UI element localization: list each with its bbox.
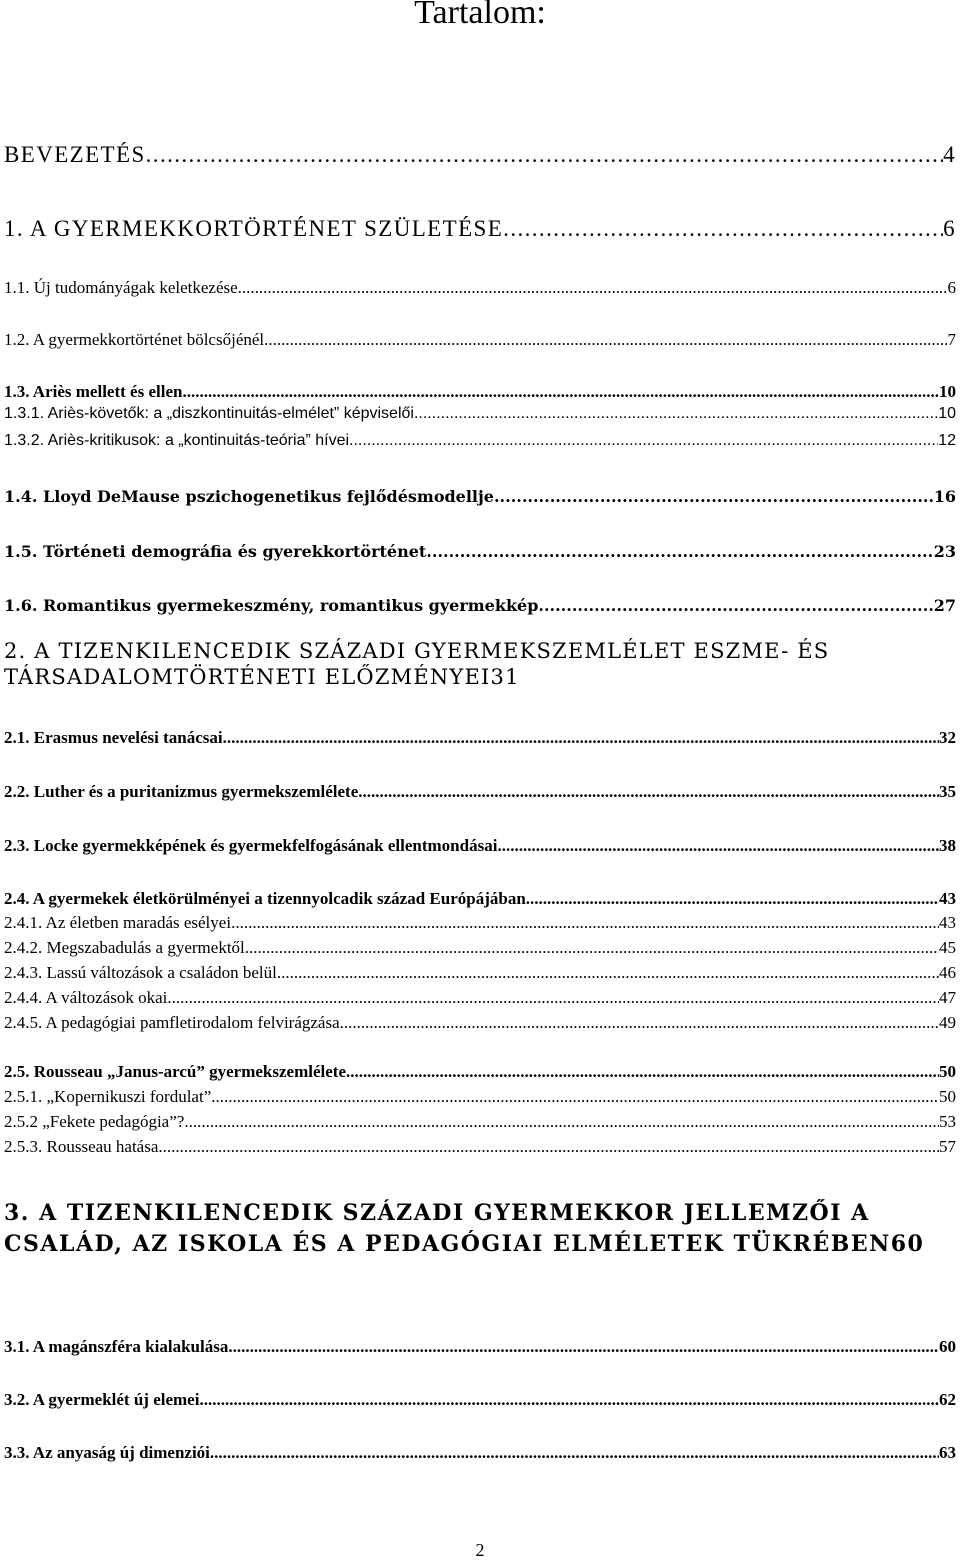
- toc-page-number: 23: [933, 542, 956, 561]
- toc-page-number: 4: [943, 142, 956, 167]
- toc-page-number: 47: [939, 988, 956, 1007]
- toc-entry[interactable]: [4, 988, 956, 1008]
- toc-page-number: 31: [490, 665, 520, 689]
- dot-leader: [184, 1112, 939, 1132]
- dot-leader: [238, 278, 948, 298]
- toc-entry[interactable]: [4, 913, 956, 933]
- toc-entry[interactable]: [4, 728, 956, 748]
- toc-entry-text: 3.2. A gyermeklét új elemei: [4, 1390, 200, 1409]
- toc-entry-text: 1.4. Lloyd DeMause pszichogenetikus fejlődésmodellje: [4, 487, 494, 506]
- dot-leader: [223, 728, 939, 748]
- toc-entry[interactable]: [4, 1390, 956, 1410]
- toc-entry-text: 1.5. Történeti demográfia és gyerekkortörténet: [4, 542, 427, 561]
- toc-entry-text: 2.4.3. Lassú változások a családon belül: [4, 963, 277, 982]
- toc-entry-text: 2.4.2. Megszabadulás a gyermektől: [4, 938, 245, 957]
- toc-entry-text: 1.3.2. Ariès-kritikusok: a „kontinuitás-teória” hívei: [4, 432, 350, 449]
- dot-leader: [526, 889, 939, 909]
- toc-entry[interactable]: [4, 938, 956, 958]
- toc-entry-text: 2.3. Locke gyermekképének és gyermekfelfogásának ellentmondásai: [4, 836, 498, 855]
- toc-entry[interactable]: [4, 278, 956, 298]
- toc-entry[interactable]: [4, 405, 956, 423]
- toc-entry[interactable]: [4, 1013, 956, 1033]
- page-number: 2: [475, 1540, 485, 1560]
- toc-entry[interactable]: [4, 1137, 956, 1157]
- toc-page-number: 35: [939, 782, 956, 801]
- toc-page-number: 50: [939, 1062, 956, 1081]
- toc-page-number: 43: [939, 889, 956, 908]
- toc-page-number: 12: [938, 432, 956, 449]
- toc-page-number: 10: [939, 382, 956, 401]
- toc-entry[interactable]: [4, 330, 956, 350]
- toc-entry[interactable]: [4, 382, 956, 402]
- toc-entry-text: 2.5.2 „Fekete pedagógia”?: [4, 1112, 185, 1131]
- dot-leader: [245, 938, 939, 958]
- page-title: Tartalom:: [414, 0, 546, 31]
- toc-page-number: 50: [939, 1087, 956, 1106]
- dot-leader: [494, 487, 934, 506]
- dot-leader: [167, 988, 939, 1008]
- dot-leader: [210, 1443, 939, 1463]
- toc-entry-text: 3.1. A magánszféra kialakulása: [4, 1337, 229, 1356]
- dot-leader: [414, 405, 938, 423]
- toc-page-number: 62: [939, 1390, 956, 1409]
- toc-entry-text: 1.3. Ariès mellett és ellen: [4, 382, 183, 401]
- toc-entry-text: 1. A GYERMEKKORTÖRTÉNET SZÜLETÉSE: [4, 216, 504, 241]
- toc-entry[interactable]: [4, 487, 956, 506]
- toc-page-number: 45: [939, 938, 956, 957]
- toc-page-number: 6: [947, 278, 956, 297]
- toc-page-number: 38: [939, 836, 956, 855]
- toc-page-number: 46: [939, 963, 956, 982]
- toc-entry-text: 2.1. Erasmus nevelési tanácsai: [4, 728, 223, 747]
- dot-leader: [277, 963, 939, 983]
- dot-leader: [497, 836, 939, 856]
- toc-entry[interactable]: [4, 1443, 956, 1463]
- dot-leader: [426, 542, 933, 561]
- toc-page-number: 49: [939, 1013, 956, 1032]
- toc-entry[interactable]: [4, 432, 956, 450]
- toc-entry[interactable]: [4, 1087, 956, 1107]
- toc-entry[interactable]: [4, 963, 956, 983]
- toc-page-number: 7: [947, 330, 956, 349]
- toc-entry-text: 2.5. Rousseau „Janus-arcú” gyermekszemlélete: [4, 1062, 347, 1081]
- toc-entry[interactable]: [4, 1112, 956, 1132]
- toc-entry[interactable]: [4, 596, 956, 615]
- toc-page-number: 43: [939, 913, 956, 932]
- dot-leader: [340, 1013, 939, 1033]
- toc-page-number: 57: [939, 1137, 956, 1156]
- dot-leader: [146, 142, 943, 168]
- toc-page-number: 27: [933, 596, 956, 615]
- toc-entry-text: 2.4.1. Az életben maradás esélyei: [4, 913, 232, 932]
- toc-page-number: 10: [938, 405, 956, 422]
- toc-entry-text: 2.5.1. „Kopernikuszi fordulat”: [4, 1087, 212, 1106]
- toc-page-number: 6: [943, 216, 956, 241]
- toc-entry-text: 3. A TIZENKILENCEDIK SZÁZADI GYERMEKKOR JELLEMZŐI A: [4, 1200, 870, 1226]
- toc-entry[interactable]: [4, 1200, 956, 1257]
- dot-leader: [158, 1137, 939, 1157]
- toc-entry-text: BEVEZETÉS: [4, 142, 146, 167]
- dot-leader: [349, 432, 938, 450]
- toc-page-number: 60: [939, 1337, 956, 1356]
- toc-entry[interactable]: [4, 142, 956, 168]
- toc-entry[interactable]: [4, 1062, 956, 1082]
- toc-entry[interactable]: [4, 542, 956, 561]
- toc-entry-text: 3.3. Az anyaság új dimenziói: [4, 1443, 210, 1462]
- dot-leader: [538, 596, 933, 615]
- toc-page-number: 16: [933, 487, 956, 506]
- toc-entry[interactable]: [4, 836, 956, 856]
- toc-entry[interactable]: [4, 782, 956, 802]
- toc-entry-text-continued: TÁRSADALOMTÖRTÉNETI ELŐZMÉNYEI: [4, 665, 491, 689]
- toc-entry-text: 1.2. A gyermekkortörténet bölcsőjénél: [4, 330, 265, 349]
- dot-leader: [346, 1062, 939, 1082]
- toc-page-number: 53: [939, 1112, 956, 1131]
- toc-entry[interactable]: [4, 639, 956, 689]
- toc-entry-text: 2.4. A gyermekek életkörülményei a tizennyolcadik század Európájában: [4, 889, 526, 908]
- dot-leader: [199, 1390, 939, 1410]
- toc-page-number: 32: [939, 728, 956, 747]
- toc-entry[interactable]: [4, 216, 956, 242]
- dot-leader: [182, 382, 939, 402]
- toc-entry-text: 1.1. Új tudományágak keletkezése: [4, 278, 238, 297]
- dot-leader: [211, 1087, 939, 1107]
- dot-leader: [358, 782, 939, 802]
- toc-page-number: 63: [939, 1443, 956, 1462]
- toc-entry-text: 2.5.3. Rousseau hatása: [4, 1137, 159, 1156]
- dot-leader: [231, 913, 939, 933]
- toc-entry[interactable]: [4, 889, 956, 909]
- toc-entry-text-continued: CSALÁD, AZ ISKOLA ÉS A PEDAGÓGIAI ELMÉLETEK TÜKRÉBEN: [4, 1231, 891, 1257]
- toc-entry[interactable]: [4, 1337, 956, 1357]
- toc-entry-text: 2.4.4. A változások okai: [4, 988, 168, 1007]
- toc-page-number: 60: [890, 1231, 925, 1257]
- toc-entry-text: 2. A TIZENKILENCEDIK SZÁZADI GYERMEKSZEMLÉLET ESZME- ÉS: [4, 639, 830, 663]
- toc-entry-text: 1.6. Romantikus gyermekeszmény, romantikus gyermekkép: [4, 596, 539, 615]
- toc-entry-text: 1.3.1. Ariès-követők: a „diszkontinuitás-elmélet” képviselői: [4, 405, 414, 422]
- toc-entry-text: 2.2. Luther és a puritanizmus gyermekszemlélete: [4, 782, 359, 801]
- toc-entry-text: 2.4.5. A pedagógiai pamfletirodalom felvirágzása: [4, 1013, 340, 1032]
- dot-leader: [228, 1337, 939, 1357]
- dot-leader: [503, 216, 943, 242]
- dot-leader: [264, 330, 947, 350]
